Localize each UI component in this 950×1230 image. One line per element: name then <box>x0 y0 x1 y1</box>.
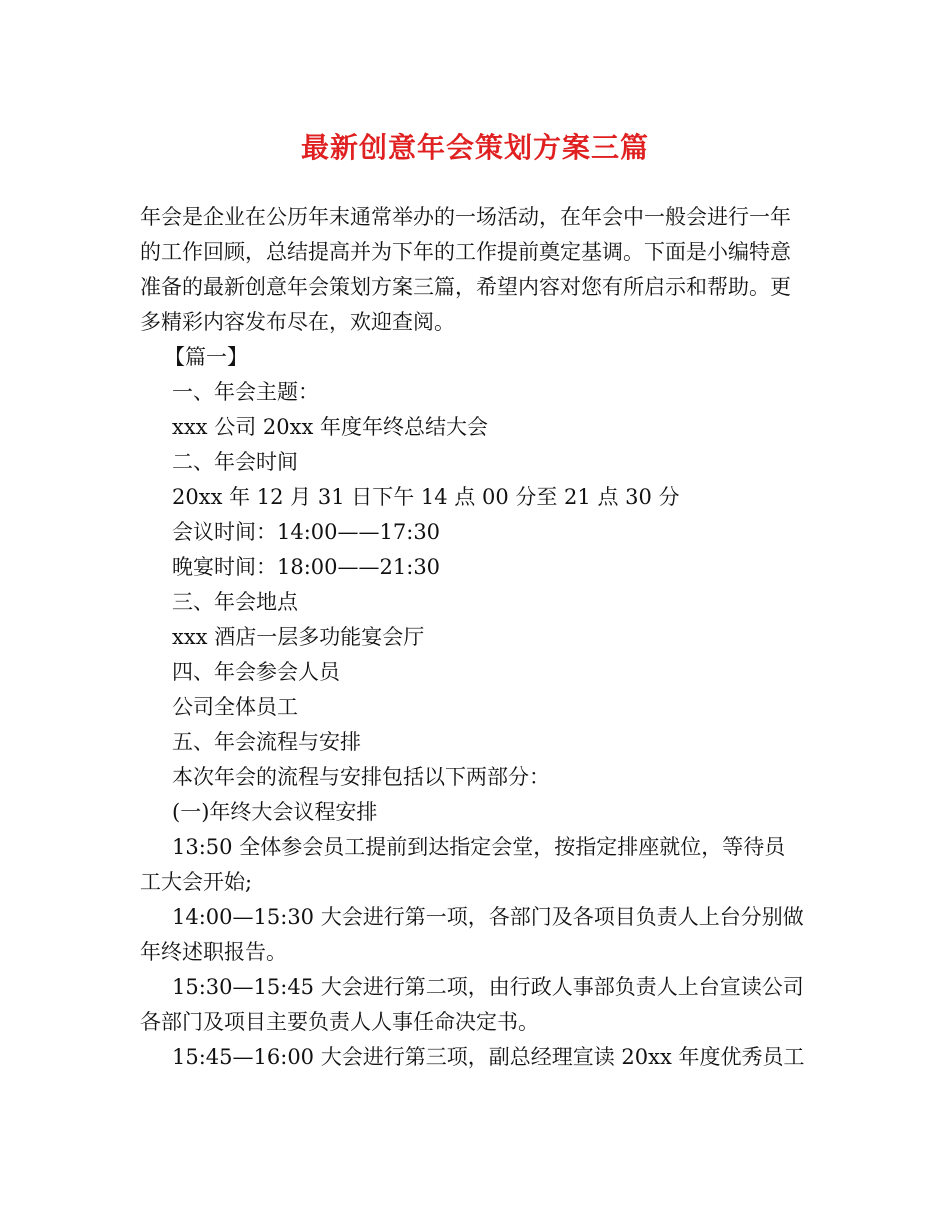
heading-time: 二、年会时间 <box>172 450 298 474</box>
agenda-item-line: 15:45—16:00 大会进行第三项，副总经理宣读 20xx 年度优秀员工 <box>172 1045 805 1069</box>
agenda-item-continuation: 年终述职报告。 <box>140 940 287 964</box>
attendees-text: 公司全体员工 <box>172 695 298 719</box>
section-heading: 【篇一】 <box>164 345 248 369</box>
intro-line: 准备的最新创意年会策划方案三篇，希望内容对您有所启示和帮助。更 <box>140 275 791 299</box>
agenda-item <box>140 970 812 1040</box>
agenda-item <box>140 900 812 970</box>
banquet-time: 晚宴时间：18:00——21:30 <box>172 555 441 579</box>
heading-process: 五、年会流程与安排 <box>172 730 361 754</box>
heading-attendees: 四、年会参会人员 <box>172 660 340 684</box>
agenda-item-continuation: 工大会开始; <box>140 870 253 894</box>
document-body <box>140 200 812 1075</box>
document-title: 最新创意年会策划方案三篇 <box>300 131 649 164</box>
intro-line: 多精彩内容发布尽在，欢迎查阅。 <box>140 310 455 334</box>
intro-line: 的工作回顾，总结提高并为下年的工作提前奠定基调。下面是小编特意 <box>140 240 791 264</box>
intro-line: 年会是企业在公历年末通常举办的一场活动，在年会中一般会进行一年 <box>140 205 791 229</box>
venue-text: xxx 酒店一层多功能宴会厅 <box>172 625 425 649</box>
agenda-item <box>140 1040 812 1075</box>
agenda-item-line: 14:00—15:30 大会进行第一项，各部门及各项目负责人上台分别做 <box>172 905 804 929</box>
process-intro: 本次年会的流程与安排包括以下两部分： <box>172 765 550 789</box>
agenda-item-line: 13:50 全体参会员工提前到达指定会堂，按指定排座就位，等待员 <box>172 835 786 859</box>
agenda-item <box>140 830 812 900</box>
agenda-heading: (一)年终大会议程安排 <box>172 800 378 824</box>
meeting-time: 会议时间：14:00——17:30 <box>172 520 441 544</box>
time-text: 20xx 年 12 月 31 日下午 14 点 00 分至 21 点 30 分 <box>172 485 680 509</box>
agenda-item-line: 15:30—15:45 大会进行第二项，由行政人事部负责人上台宣读公司 <box>172 975 804 999</box>
intro-paragraph <box>140 200 812 340</box>
agenda-item-continuation: 各部门及项目主要负责人人事任命决定书。 <box>140 1010 539 1034</box>
heading-venue: 三、年会地点 <box>172 590 298 614</box>
theme-text: xxx 公司 20xx 年度年终总结大会 <box>172 415 488 439</box>
heading-theme: 一、年会主题： <box>172 380 319 404</box>
